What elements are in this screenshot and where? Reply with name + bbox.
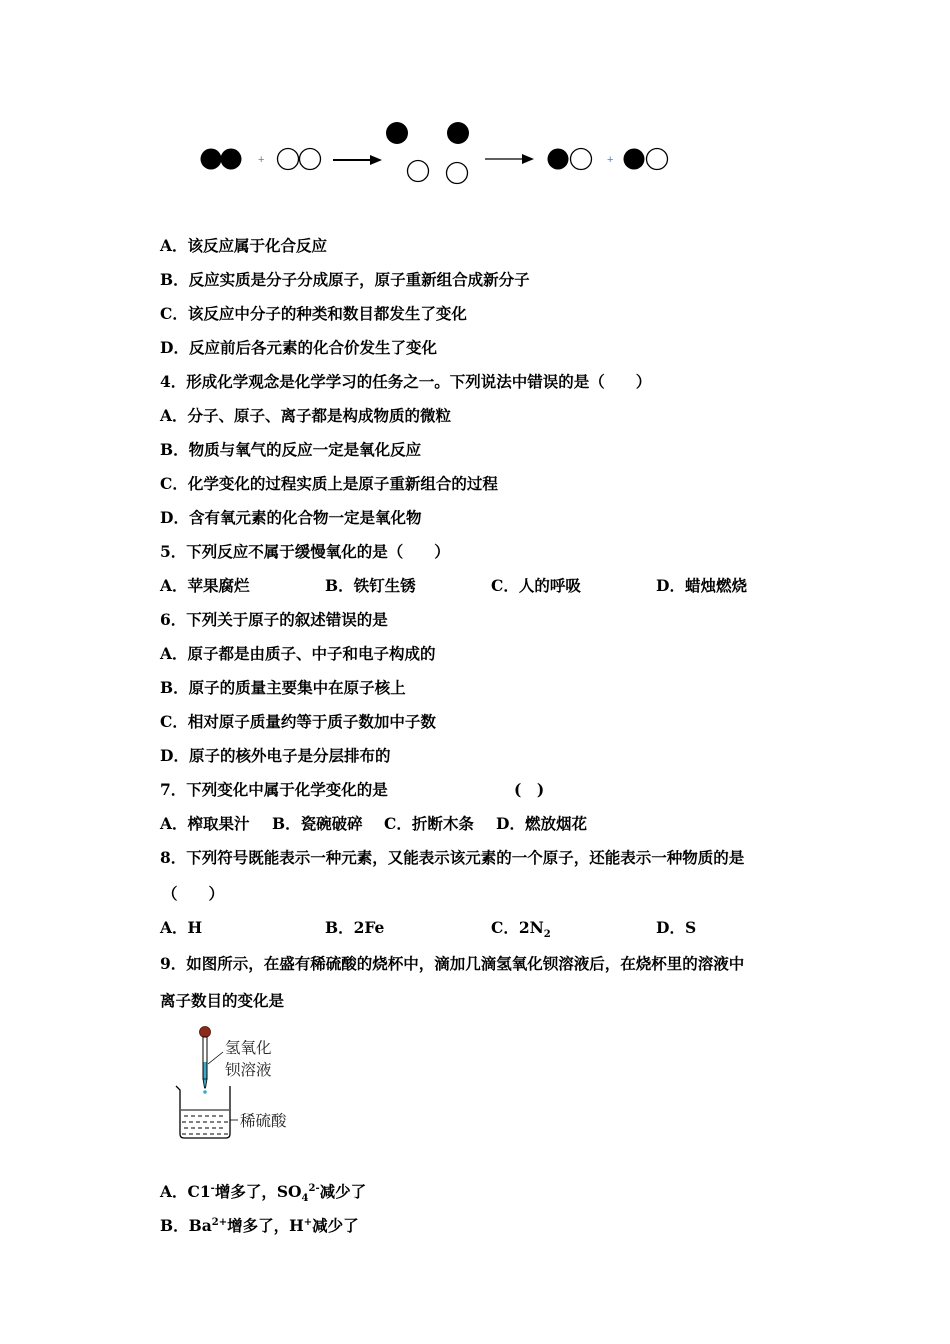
q8-stem: 8．下列符号既能表示一种元素，又能表示该元素的一个原子，还能表示一种物质的是 <box>160 848 745 867</box>
q4-option-b: B．物质与氧气的反应一定是氧化反应 <box>160 440 422 459</box>
dropper-liquid <box>204 1062 207 1079</box>
q8-option-c-subscript: 2 <box>543 929 551 941</box>
q9-stem-line-1: 9．如图所示，在盛有稀硫酸的烧杯中，滴加几滴氢氧化钡溶液后，在烧杯里的溶液中 <box>160 954 745 973</box>
q6-option-d: D．原子的核外电子是分层排布的 <box>160 746 391 765</box>
q7-answer-bracket: ( ) <box>514 780 545 799</box>
q9-option-b <box>160 1216 359 1236</box>
q7-stem: 7．下列变化中属于化学变化的是 <box>160 780 388 799</box>
black-atom <box>447 122 469 144</box>
q9-a-sup-1: - <box>210 1182 215 1194</box>
q5-options <box>160 576 860 596</box>
q9-a-text-2: 增多了，SO <box>214 1182 302 1201</box>
q8-option-c <box>491 918 551 941</box>
q9-b-text-2: 增多了，H <box>227 1216 304 1235</box>
q8-option-c-text: C．2N <box>491 918 544 937</box>
q7-option-d: D．燃放烟花 <box>496 814 587 833</box>
q5-option-b: B．铁钉生锈 <box>325 576 416 595</box>
q3-option-a: A．该反应属于化合反应 <box>160 236 328 255</box>
q3-option-c: C．该反应中分子的种类和数目都发生了变化 <box>160 304 467 323</box>
q3-option-b: B．反应实质是分子分成原子，原子重新组合成新分子 <box>160 270 530 289</box>
q4-option-d: D．含有氧元素的化合物一定是氧化物 <box>160 508 422 527</box>
q9-a-text-1: A．C1 <box>160 1182 211 1201</box>
black-atom <box>624 149 645 170</box>
q5-option-d: D．蜡烛燃烧 <box>656 576 747 595</box>
q6-option-b: B．原子的质量主要集中在原子核上 <box>160 678 406 697</box>
q5-option-c: C．人的呼吸 <box>491 576 581 595</box>
q3-option-d: D．反应前后各元素的化合价发生了变化 <box>160 338 437 357</box>
q7-option-b: B．瓷碗破碎 <box>272 814 363 833</box>
q9-b-text-1: B．Ba <box>160 1216 212 1235</box>
q9-a-sup-2: 2- <box>308 1182 320 1194</box>
reaction-diagram <box>0 0 950 200</box>
q9-a-sub: 4 <box>301 1193 309 1205</box>
figure-label-reagent-line1: 氢氧化 <box>225 1039 272 1057</box>
q7-option-a: A．榨取果汁 <box>160 814 250 833</box>
q8-answer-bracket: （ ） <box>162 884 225 903</box>
figure-label-beaker: 稀硫酸 <box>240 1112 287 1130</box>
arrow-head <box>370 155 382 165</box>
q9-b-sup-2: + <box>303 1216 313 1228</box>
q6-stem: 6．下列关于原子的叙述错误的是 <box>160 610 388 629</box>
q9-b-sup-1: 2+ <box>211 1216 228 1228</box>
white-atom <box>300 149 321 170</box>
white-atom <box>408 161 429 182</box>
q8-options <box>160 918 860 941</box>
plus-sign: + <box>258 154 265 166</box>
q5-option-a: A．苹果腐烂 <box>160 576 250 595</box>
q8-option-b: B．2Fe <box>325 918 385 937</box>
black-atom <box>548 149 569 170</box>
dropper-bulb <box>200 1027 211 1038</box>
plus-sign: + <box>607 154 614 166</box>
beaker <box>176 1086 230 1138</box>
q8-option-d: D．S <box>656 918 697 937</box>
q4-option-c: C．化学变化的过程实质上是原子重新组合的过程 <box>160 474 498 493</box>
figure-label-reagent-line2: 钡溶液 <box>225 1061 272 1079</box>
white-atom <box>278 149 299 170</box>
dropper-tip <box>203 1079 207 1088</box>
q9-b-text-3: 减少了 <box>312 1216 359 1235</box>
q4-stem: 4．形成化学观念是化学学习的任务之一。下列说法中错误的是（ ） <box>160 372 652 391</box>
black-atom <box>221 149 242 170</box>
q5-stem: 5．下列反应不属于缓慢氧化的是（ ） <box>160 542 450 561</box>
white-atom <box>447 163 468 184</box>
droplet <box>203 1090 207 1094</box>
q9-a-text-3: 减少了 <box>319 1182 367 1201</box>
label-leader <box>208 1052 223 1064</box>
white-atom <box>647 149 668 170</box>
q8-option-a: A．H <box>160 918 203 937</box>
q9-option-a <box>160 1182 367 1205</box>
black-atom <box>201 149 222 170</box>
arrow-head <box>522 154 534 164</box>
white-atom <box>571 149 592 170</box>
q7-options <box>160 814 860 834</box>
q6-option-a: A．原子都是由质子、中子和电子构成的 <box>160 644 436 663</box>
q9-stem-line-2: 离子数目的变化是 <box>160 991 285 1010</box>
q4-option-a: A．分子、原子、离子都是构成物质的微粒 <box>160 406 452 425</box>
q7-option-c: C．折断木条 <box>384 814 474 833</box>
black-atom <box>386 122 408 144</box>
q6-option-c: C．相对原子质量约等于质子数加中子数 <box>160 712 436 731</box>
